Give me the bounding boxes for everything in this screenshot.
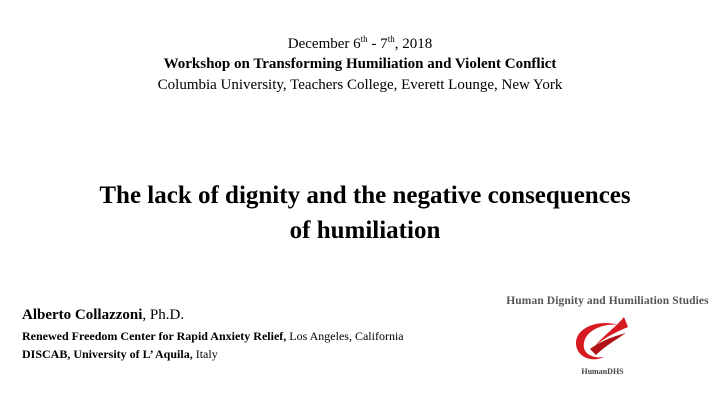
affiliation-org: DISCAB, University of L’ Aquila,: [22, 347, 193, 361]
affiliation-2: [22, 345, 492, 363]
date-middle: - 7: [367, 36, 388, 52]
author-block: [22, 305, 492, 363]
author-degree: , Ph.D.: [142, 307, 185, 323]
conference-header: [0, 34, 720, 95]
slide-title-line-2: of humiliation: [289, 217, 441, 244]
date-superscript-1: th: [360, 34, 368, 44]
logo-title: Human Dignity and Humiliation Studies: [506, 295, 709, 307]
slide-title-line-1: The lack of dignity and the negative consequences: [99, 182, 631, 209]
slide-title: [40, 178, 690, 248]
date-superscript-2: th: [387, 34, 395, 44]
humandhs-logo: [500, 295, 715, 390]
affiliation-org: Renewed Freedom Center for Rapid Anxiety Relief,: [22, 329, 287, 343]
author-line: [22, 305, 492, 325]
date-prefix: December 6: [287, 36, 361, 52]
logo-caption: HumanDHS: [581, 367, 624, 376]
author-name: Alberto Collazzoni: [22, 307, 143, 323]
workshop-title: Workshop on Transforming Humiliation and Violent Conflict: [163, 56, 557, 72]
humandhs-emblem-icon: [570, 313, 634, 365]
affiliation-location: Italy: [192, 347, 218, 361]
date-suffix: , 2018: [394, 36, 433, 52]
venue: Columbia University, Teachers College, Everett Lounge, New York: [157, 77, 563, 93]
event-date: [0, 34, 720, 54]
affiliation-location: Los Angeles, California: [286, 329, 404, 343]
affiliation-1: [22, 327, 492, 345]
